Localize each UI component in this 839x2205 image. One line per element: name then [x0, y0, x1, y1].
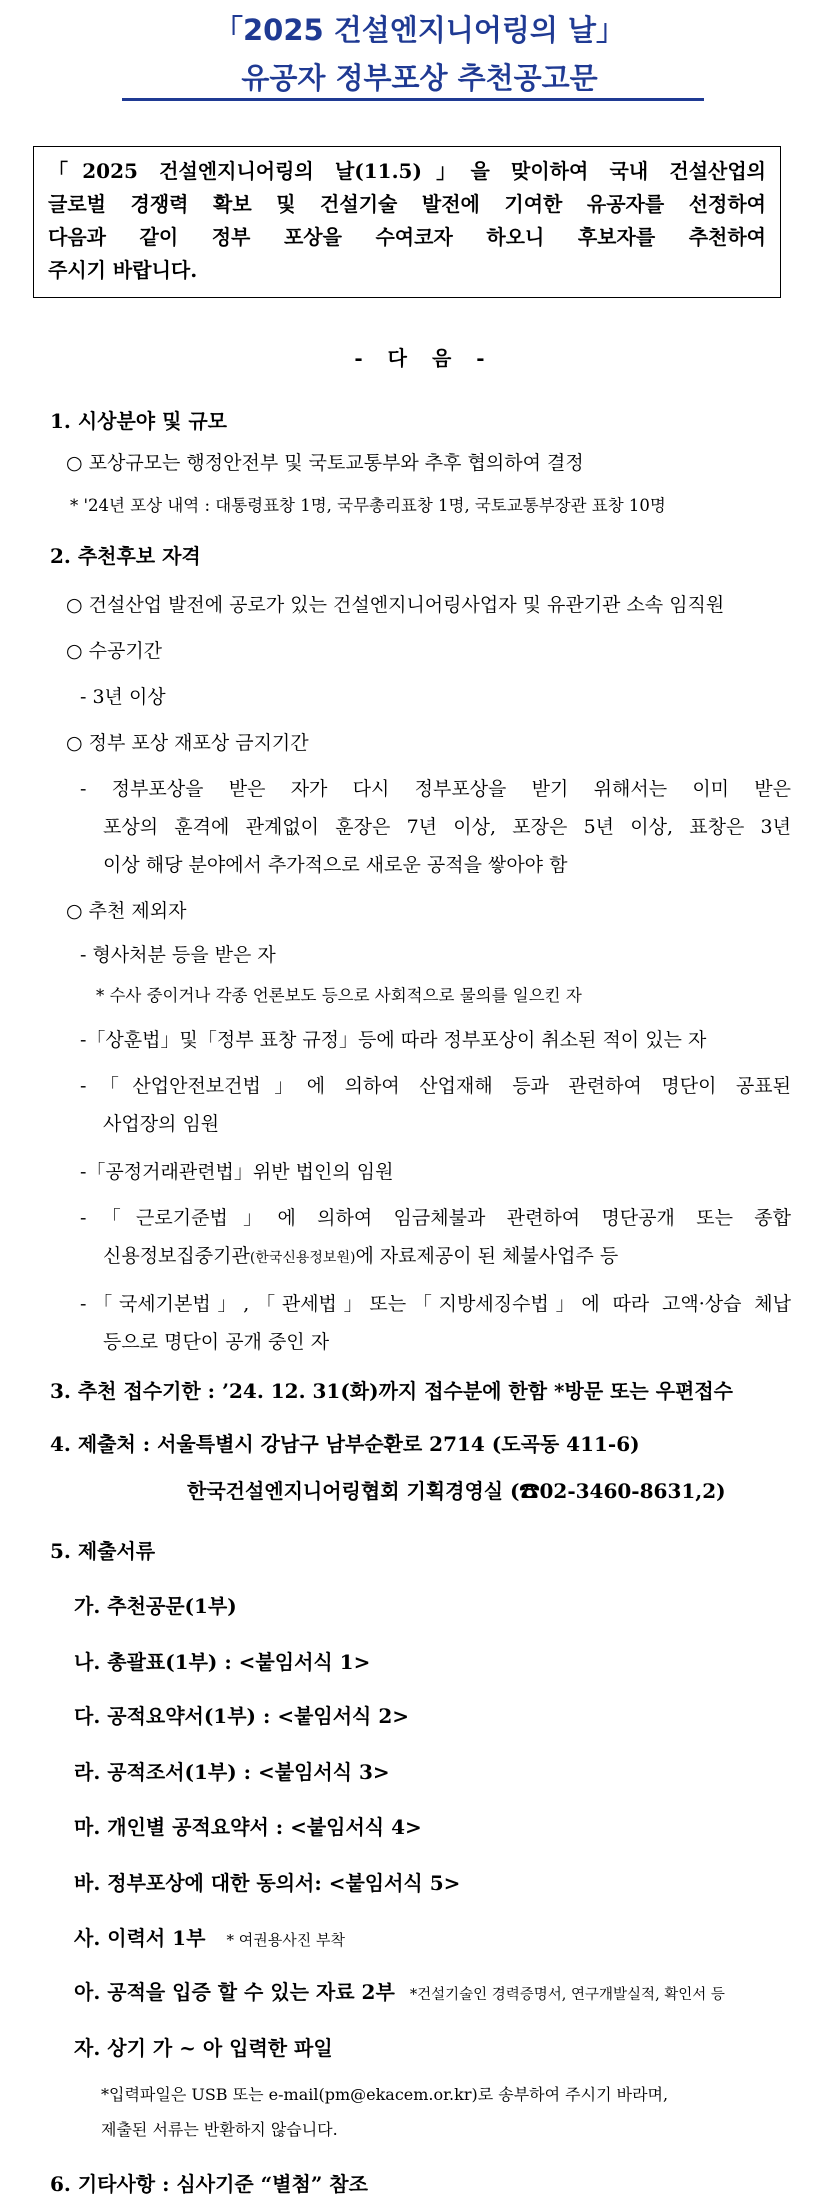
- page-subtitle: 유공자 정부포상 추천공고문: [241, 61, 598, 95]
- page-title: 「2025 건설엔지니어링의 날」: [213, 13, 626, 47]
- document-label: 사. 이력서 1부: [74, 1926, 206, 1950]
- exclusion-item: [103, 1241, 618, 1268]
- exclusion-item: -「산업안전보건법」에 의하여 산업재해 등과 관련하여 명단이 공표된: [80, 1075, 791, 1097]
- intro-line: 다음과 같이 정부 포상을 수여코자 하오니 후보자를 추천하여: [48, 225, 766, 249]
- section-2-item: ○ 수공기간: [66, 640, 163, 662]
- title-underline: [122, 98, 704, 101]
- section-5-title: 5. 제출서류: [50, 1539, 156, 1563]
- document-item: 마. 개인별 공적요약서 : <붙임서식 4>: [74, 1815, 422, 1839]
- exclusion-item: - 형사처분 등을 받은 자: [80, 944, 276, 966]
- exclusion-item: 등으로 명단이 공개 중인 자: [103, 1331, 330, 1353]
- section-1-item: ○ 포상규모는 행정안전부 및 국토교통부와 추후 협의하여 결정: [66, 452, 584, 474]
- section-2-subitem: 이상 해당 분야에서 추가적으로 새로운 공적을 쌓아야 함: [103, 854, 568, 876]
- exclusion-text: 에 자료제공이 된 체불사업주 등: [355, 1245, 619, 1267]
- section-2-item: ○ 정부 포상 재포상 금지기간: [66, 732, 309, 754]
- document-note: *건설기술인 경력증명서, 연구개발실적, 확인서 등: [409, 1987, 725, 2003]
- section-2-subitem: 포상의 훈격에 관계없이 훈장은 7년 이상, 포장은 5년 이상, 표창은 3년: [103, 816, 791, 838]
- section-6-title: 6. 기타사항 : 심사기준 “별첨” 참조: [50, 2172, 368, 2196]
- section-3-title: 3. 추천 접수기한 : ’24. 12. 31(화)까지 접수분에 한함 *방문 또는 우편접수: [50, 1379, 733, 1403]
- document-item: [74, 1922, 345, 1951]
- section-2-item: ○ 추천 제외자: [66, 900, 187, 922]
- section-2-item: ○ 건설산업 발전에 공로가 있는 건설엔지니어링사업자 및 유관기관 소속 임직원: [66, 594, 725, 616]
- intro-line: 「2025 건설엔지니어링의 날(11.5)」을 맞이하여 국내 건설산업의: [48, 159, 766, 183]
- document-note: 제출된 서류는 반환하지 않습니다.: [101, 2120, 338, 2139]
- intro-box: [33, 146, 781, 298]
- section-2-subitem: - 정부포상을 받은 자가 다시 정부포상을 받기 위해서는 이미 받은: [80, 778, 791, 800]
- document-item: 가. 추천공문(1부): [74, 1594, 237, 1618]
- exclusion-item: 사업장의 임원: [103, 1113, 220, 1135]
- intro-line: 글로벌 경쟁력 확보 및 건설기술 발전에 기여한 유공자를 선정하여: [48, 192, 766, 216]
- intro-line: 주시기 바랍니다.: [48, 258, 198, 282]
- exclusion-item: -「공정거래관련법」위반 법인의 임원: [80, 1161, 394, 1183]
- document-item: 다. 공적요약서(1부) : <붙임서식 2>: [74, 1704, 409, 1728]
- section-4-title: 4. 제출처 : 서울특별시 강남구 남부순환로 2714 (도곡동 411-6): [50, 1432, 640, 1456]
- exclusion-item: -「상훈법」및「정부 표창 규정」등에 따라 정부포상이 취소된 적이 있는 자: [80, 1029, 707, 1051]
- section-2-title: 2. 추천후보 자격: [50, 544, 201, 568]
- document-note: * 여권용사진 부착: [226, 1931, 345, 1949]
- next-heading: - 다 음 -: [354, 346, 485, 370]
- exclusion-small: (한국신용정보원): [249, 1250, 356, 1266]
- document-note: *입력파일은 USB 또는 e-mail(pm@ekacem.or.kr)로 송부하여 주시기 바라며,: [101, 2085, 669, 2104]
- document-item: 바. 정부포상에 대한 동의서: <붙임서식 5>: [74, 1871, 461, 1895]
- document-label: 아. 공적을 입증 할 수 있는 자료 2부: [74, 1980, 395, 2004]
- exclusion-item: -「근로기준법」에 의하여 임금체불과 관련하여 명단공개 또는 종합: [80, 1207, 791, 1229]
- section-2-subitem: - 3년 이상: [80, 686, 166, 708]
- document-item: 나. 총괄표(1부) : <붙임서식 1>: [74, 1650, 371, 1674]
- document-item: 라. 공적조서(1부) : <붙임서식 3>: [74, 1760, 390, 1784]
- section-1-title: 1. 시상분야 및 규모: [50, 409, 228, 433]
- exclusion-item: -「국세기본법」,「관세법」또는「지방세징수법」에 따라 고액·상습 체납: [80, 1293, 791, 1315]
- section-4-contact: 한국건설엔지니어링협회 기획경영실 (☎02-3460-8631,2): [187, 1479, 726, 1503]
- exclusion-text: 신용정보집중기관: [103, 1245, 250, 1267]
- section-1-note: * '24년 포상 내역 : 대통령표창 1명, 국무총리표창 1명, 국토교통부장관 표창 10명: [70, 496, 666, 515]
- exclusion-note: * 수사 중이거나 각종 언론보도 등으로 사회적으로 물의를 일으킨 자: [96, 986, 582, 1005]
- document-item: [74, 1976, 725, 2005]
- document-item: 자. 상기 가 ~ 아 입력한 파일: [74, 2036, 333, 2060]
